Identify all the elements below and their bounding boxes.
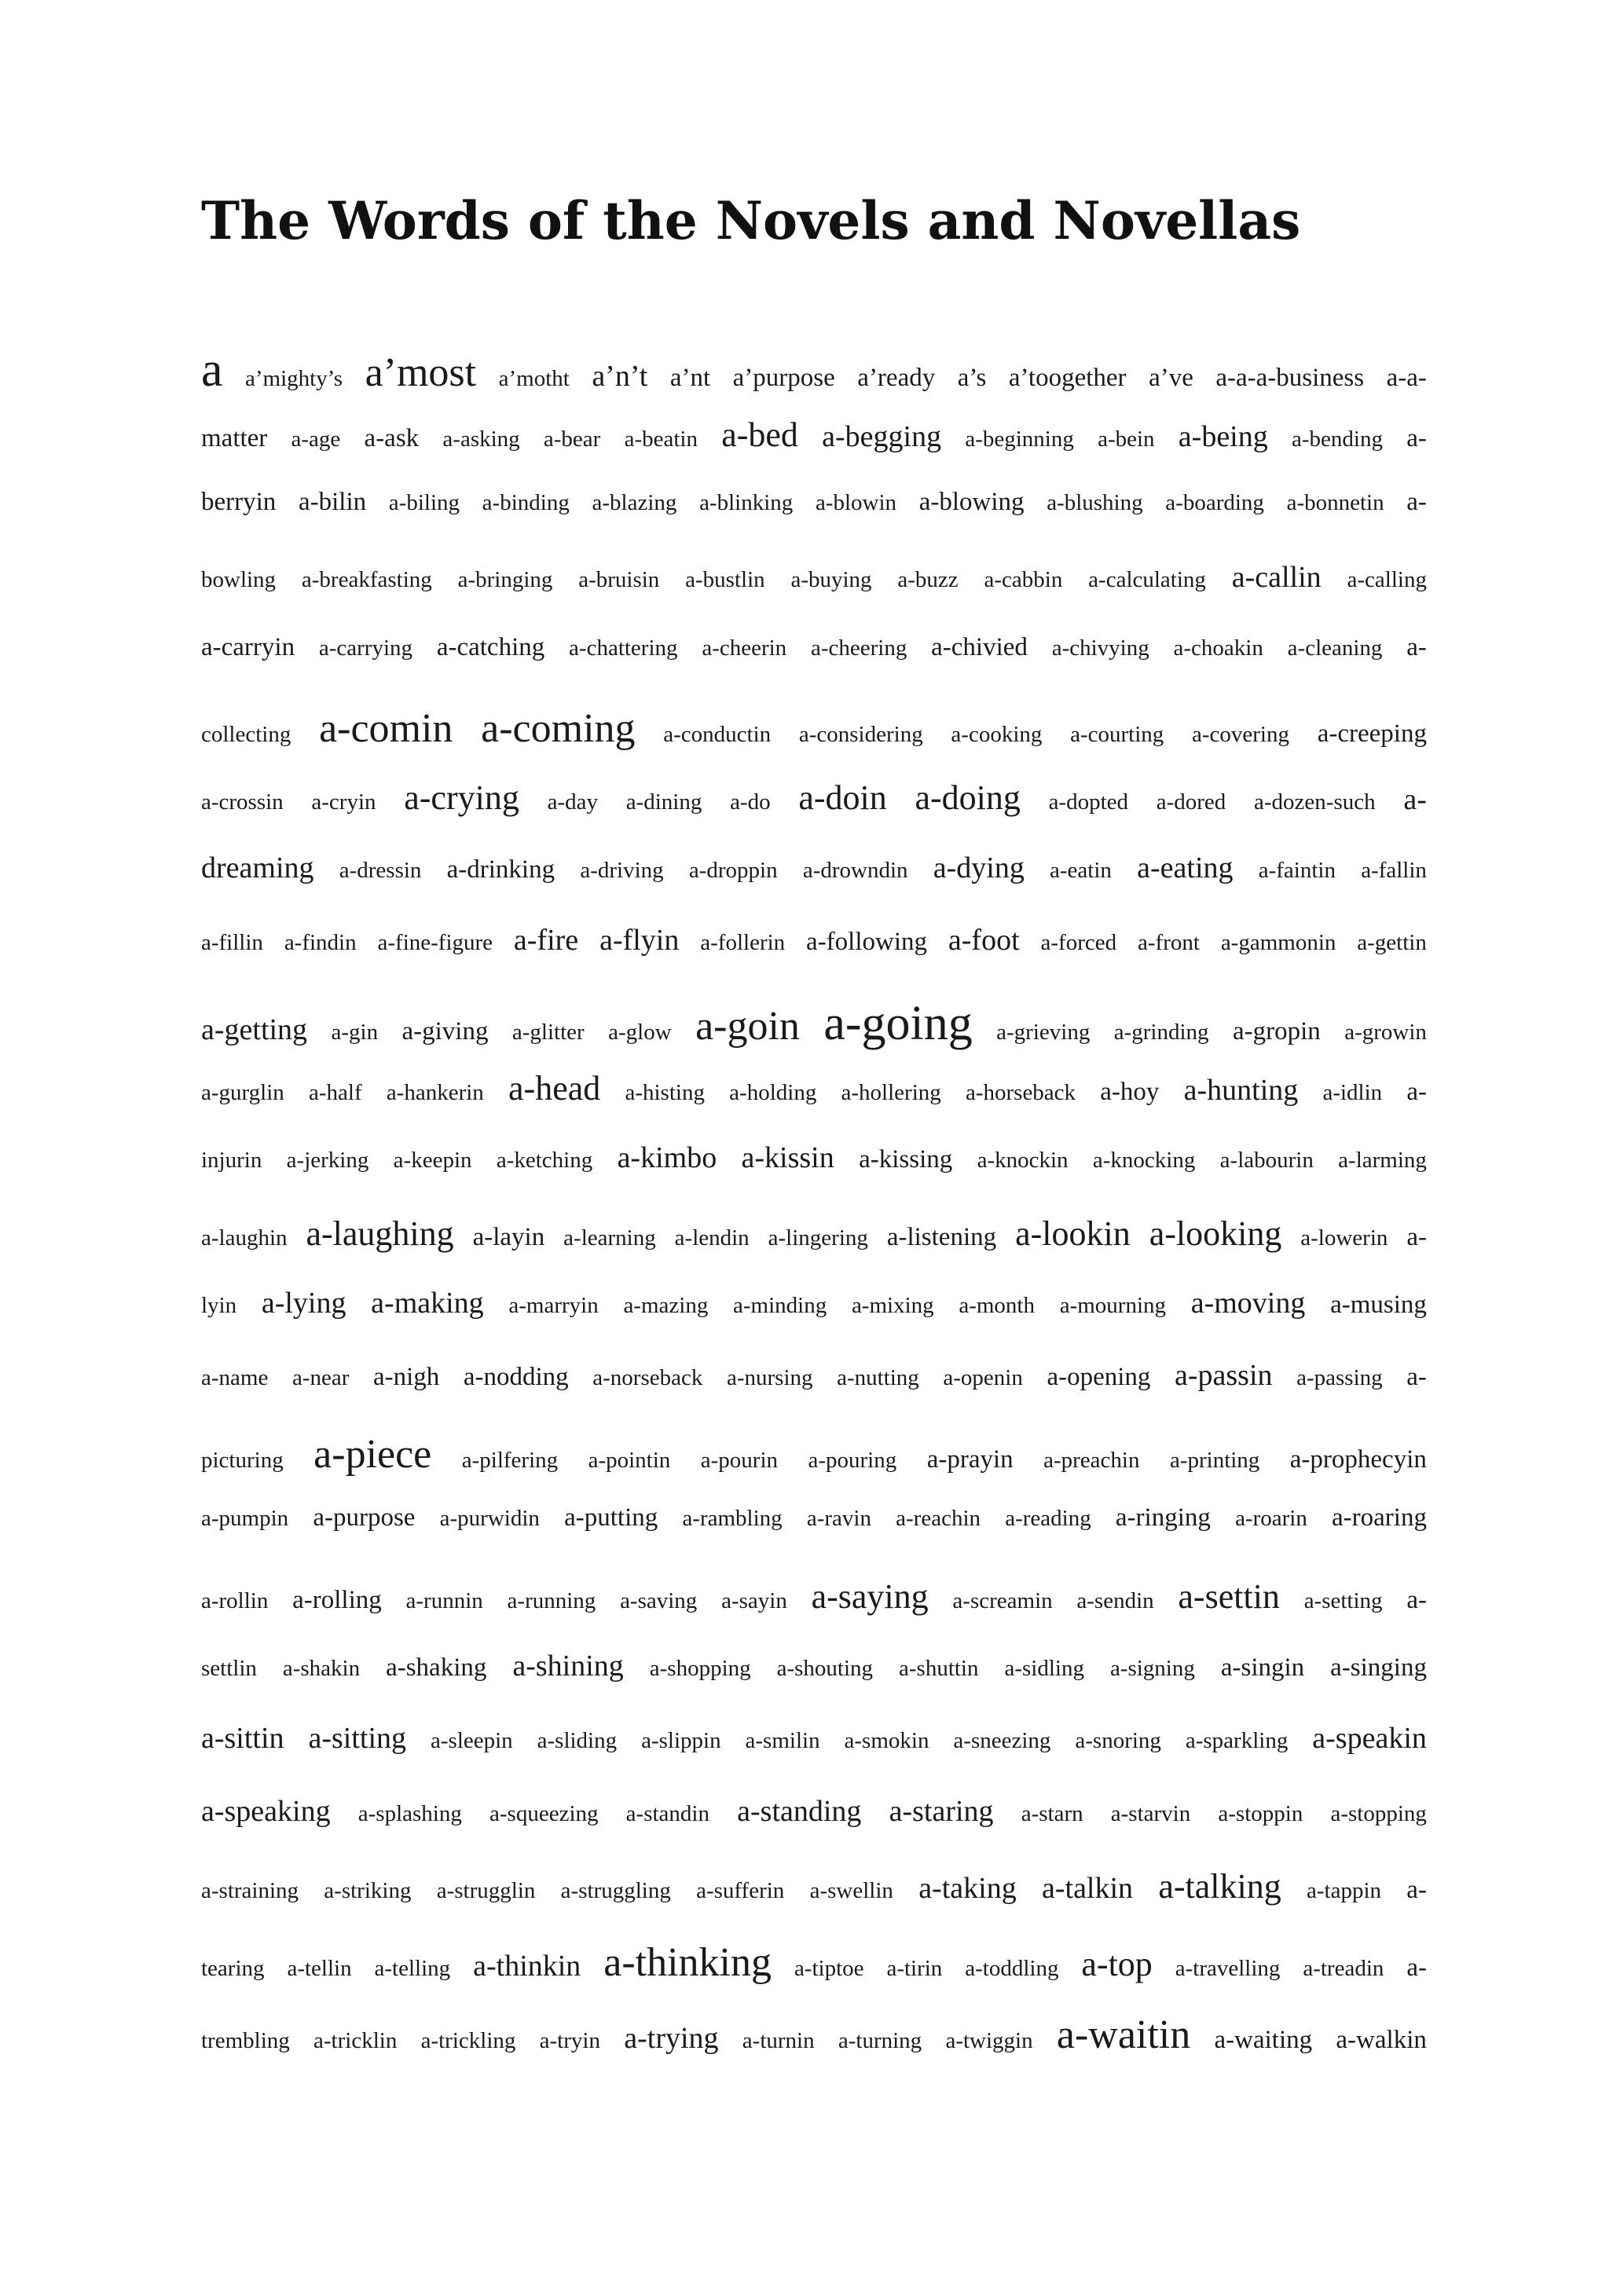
cloud-word: a-gin <box>331 1019 379 1045</box>
cloud-word: a-preachin <box>1043 1447 1140 1473</box>
cloud-word: a-shakin <box>282 1656 361 1682</box>
cloud-word: a-mazing <box>623 1293 709 1319</box>
cloud-word: a-reading <box>1005 1506 1091 1532</box>
cloud-word: a-blushing <box>1047 489 1143 515</box>
cloud-word: a-getting <box>201 1013 308 1046</box>
cloud-word: a-gettin <box>1357 930 1427 956</box>
cloud-word: a’ve <box>1149 364 1193 392</box>
cloud-word: a-lingering <box>768 1225 868 1251</box>
cloud-word: a-settin <box>1178 1576 1280 1616</box>
cloud-word: a-keepin <box>393 1148 472 1174</box>
cloud-word: a-treadin <box>1303 1955 1384 1981</box>
cloud-word: a-creeping <box>1317 719 1427 748</box>
cloud-word: a-droppin <box>688 857 778 883</box>
word-line <box>201 778 1427 850</box>
cloud-word: a-running <box>507 1587 596 1613</box>
cloud-word: a-looking <box>1149 1214 1282 1253</box>
cloud-word: a-cleaning <box>1287 635 1383 661</box>
cloud-word: a-staring <box>889 1794 994 1828</box>
cloud-word: a-stoppin <box>1218 1800 1303 1826</box>
cloud-word: a-tricklin <box>313 2027 398 2053</box>
cloud-word: a-pointin <box>588 1447 671 1473</box>
cloud-word: a-speaking <box>201 1794 331 1828</box>
cloud-word: a-rollin <box>201 1587 269 1613</box>
cloud-word: a-dressin <box>339 857 422 883</box>
cloud-word: a-cheerin <box>702 635 787 661</box>
cloud-word: a-dining <box>625 789 702 815</box>
cloud-word: a-roarin <box>1235 1506 1307 1532</box>
cloud-word: a-lookin <box>1015 1214 1131 1253</box>
cloud-word: a-dopted <box>1048 789 1129 815</box>
cloud-word: a’mighty’s <box>245 366 343 391</box>
word-line <box>201 1649 1427 1721</box>
cloud-word: a-driving <box>580 857 664 883</box>
cloud-word: a-opening <box>1047 1363 1151 1392</box>
cloud-word: a-buzz <box>897 567 959 593</box>
word-cloud <box>201 342 1427 2084</box>
cloud-word: a-pouring <box>808 1447 897 1473</box>
word-line <box>201 342 1427 415</box>
cloud-word: a’purpose <box>732 364 835 392</box>
cloud-word: a-waiting <box>1214 2025 1313 2054</box>
cloud-word: a-sliding <box>537 1728 618 1754</box>
cloud-word: a-drinking <box>446 855 555 884</box>
cloud-word: a-splashing <box>357 1800 462 1826</box>
cloud-word: a-rolling <box>292 1585 382 1614</box>
cloud-word: a-stopping <box>1330 1800 1427 1826</box>
cloud-word: a-bear <box>543 427 601 452</box>
cloud-word: a-turnin <box>742 2027 815 2053</box>
cloud-word: a’toogether <box>1008 364 1127 392</box>
cloud-word: a-being <box>1178 420 1268 454</box>
cloud-word: a-pumpin <box>201 1506 289 1532</box>
cloud-word: a-month <box>959 1293 1035 1319</box>
cloud-word: a-jerking <box>286 1148 369 1174</box>
cloud-word: a-blazing <box>592 489 677 515</box>
cloud-word: a-kissin <box>741 1141 834 1175</box>
cloud-word: a-lying <box>261 1287 346 1320</box>
cloud-word: a-gropin <box>1232 1016 1321 1045</box>
cloud-word: a-carryin <box>201 632 295 661</box>
cloud-word: a-carrying <box>318 635 413 661</box>
cloud-word: a-bustlin <box>685 567 765 593</box>
cloud-word: a-histing <box>625 1079 705 1105</box>
cloud-word: a-growin <box>1344 1019 1427 1045</box>
cloud-word: a-nigh <box>372 1363 440 1392</box>
cloud-word: a’ready <box>857 364 936 392</box>
cloud-word: a’most <box>365 350 477 395</box>
cloud-word: a-tappin <box>1307 1878 1382 1904</box>
cloud-word: a-pourin <box>700 1447 779 1473</box>
word-line <box>201 1503 1427 1576</box>
cloud-word: a-idlin <box>1322 1079 1383 1105</box>
cloud-word: a-marryin <box>508 1293 599 1319</box>
cloud-word: a-biling <box>388 489 460 515</box>
cloud-word: a-prayin <box>926 1445 1014 1474</box>
word-line <box>201 1939 1427 2012</box>
cloud-word: a-asking <box>442 427 520 452</box>
cloud-word: a-blowing <box>918 487 1025 516</box>
cloud-word: a-telling <box>374 1955 451 1981</box>
cloud-word: a-putting <box>564 1503 658 1532</box>
cloud-word: a-learning <box>563 1225 656 1251</box>
cloud-word: a-shopping <box>649 1656 751 1682</box>
word-line <box>201 560 1427 632</box>
word-line <box>201 851 1427 923</box>
cloud-word: a-reachin <box>896 1506 981 1532</box>
cloud-word: a-grieving <box>996 1019 1091 1045</box>
cloud-word: a- <box>1406 424 1427 453</box>
cloud-word: tearing <box>201 1955 265 1981</box>
cloud-word: a-thinking <box>603 1939 772 1985</box>
cloud-word: collecting <box>201 721 291 747</box>
cloud-word: a’nt <box>669 364 711 392</box>
cloud-word: a-layin <box>472 1222 545 1251</box>
cloud-word: a-do <box>730 789 771 815</box>
cloud-word: a-a- <box>1386 364 1427 392</box>
cloud-word: a-catching <box>436 632 545 661</box>
word-line <box>201 996 1427 1068</box>
cloud-word: a-gammonin <box>1220 930 1336 956</box>
cloud-word: a-snoring <box>1075 1728 1161 1754</box>
cloud-word: a-twiggin <box>945 2027 1033 2053</box>
cloud-word: a-sitting <box>308 1722 407 1756</box>
cloud-word: a-travelling <box>1175 1955 1281 1981</box>
cloud-word: a-smokin <box>844 1728 929 1754</box>
cloud-word: a-calculating <box>1088 567 1206 593</box>
cloud-word: a-covering <box>1192 721 1289 747</box>
cloud-word: a-musing <box>1330 1291 1427 1320</box>
cloud-word: a-head <box>508 1068 601 1108</box>
cloud-word: a-bilin <box>298 487 367 516</box>
cloud-word: a-a-a-business <box>1215 364 1365 392</box>
cloud-word: a- <box>1406 1077 1427 1106</box>
cloud-word: a-fillin <box>201 930 263 956</box>
cloud-word: a-fallin <box>1361 857 1427 883</box>
cloud-word: a-waitin <box>1056 2012 1191 2057</box>
cloud-word: a-trickling <box>420 2027 516 2053</box>
cloud-word: a-trying <box>624 2021 719 2055</box>
cloud-word: a-sayin <box>721 1587 787 1613</box>
cloud-word: a-comin <box>319 705 453 751</box>
cloud-word: a- <box>1406 1876 1427 1905</box>
cloud-word: a-beatin <box>624 427 698 452</box>
cloud-word: a-coming <box>481 705 636 751</box>
cloud-word: a-going <box>823 996 973 1050</box>
cloud-word: a-hoy <box>1100 1077 1160 1106</box>
cloud-word: a-hollering <box>841 1079 941 1105</box>
cloud-word: a-printing <box>1169 1447 1260 1473</box>
cloud-word: a-considering <box>798 721 923 747</box>
cloud-word: a-ringing <box>1115 1503 1211 1532</box>
cloud-word: a- <box>1406 487 1427 516</box>
cloud-word: a-name <box>201 1365 269 1391</box>
cloud-word: a-standing <box>737 1794 862 1828</box>
cloud-word: a-giving <box>401 1016 489 1045</box>
cloud-word: a-taking <box>918 1872 1017 1906</box>
cloud-word: a-slippin <box>641 1728 721 1754</box>
cloud-word: a-shaking <box>386 1653 487 1683</box>
cloud-word: a-bein <box>1098 427 1155 452</box>
cloud-word: a-bruisin <box>578 567 660 593</box>
cloud-word: a-nursing <box>726 1365 813 1391</box>
cloud-word: lyin <box>201 1293 237 1319</box>
cloud-word: a-glow <box>608 1019 672 1045</box>
cloud-word: a-holding <box>729 1079 817 1105</box>
cloud-word: a-fire <box>513 924 579 958</box>
cloud-word: a’n’t <box>592 360 648 393</box>
cloud-word: a-standin <box>625 1800 709 1826</box>
cloud-word: settlin <box>201 1656 257 1682</box>
cloud-word: a-passin <box>1175 1359 1273 1393</box>
cloud-word: a-sittin <box>201 1722 284 1756</box>
cloud-word: a-fine-figure <box>377 930 493 956</box>
cloud-word: a- <box>1406 1953 1427 1982</box>
cloud-word: a-thinkin <box>473 1949 581 1983</box>
cloud-word: a-horseback <box>965 1079 1076 1105</box>
cloud-word: a-mourning <box>1059 1293 1167 1319</box>
cloud-word: a-front <box>1138 930 1200 956</box>
cloud-word: a-shining <box>512 1650 624 1683</box>
cloud-word: a-squeezing <box>489 1800 599 1826</box>
cloud-word: a- <box>1406 632 1427 661</box>
cloud-word: a-callin <box>1231 561 1322 595</box>
cloud-word: a-rambling <box>682 1506 783 1532</box>
cloud-word: a-singing <box>1330 1653 1427 1683</box>
cloud-word: a-ask <box>364 424 420 453</box>
cloud-word: a-listening <box>886 1222 997 1251</box>
cloud-word: a-sleepin <box>431 1728 513 1754</box>
cloud-word: a-signing <box>1109 1656 1195 1682</box>
cloud-word: a-runnin <box>405 1587 483 1613</box>
cloud-word: a-pilfering <box>461 1447 559 1473</box>
cloud-word: a-laughing <box>306 1214 454 1253</box>
page-title: The Words of the Novels and Novellas <box>201 190 1301 251</box>
cloud-word: a-chivied <box>931 632 1028 661</box>
cloud-word: a-mixing <box>851 1293 934 1319</box>
cloud-word: a-striking <box>324 1878 412 1904</box>
cloud-word: a-half <box>308 1079 362 1105</box>
cloud-word: a-forced <box>1040 930 1117 956</box>
cloud-word: a-grinding <box>1113 1019 1209 1045</box>
cloud-word: a-calling <box>1347 567 1427 593</box>
cloud-word: a-dozen-such <box>1254 789 1376 815</box>
cloud-word: a- <box>1403 783 1427 817</box>
cloud-word: a-struggling <box>560 1878 671 1904</box>
cloud-word: a-bed <box>721 416 798 455</box>
cloud-word: a-strugglin <box>436 1878 536 1904</box>
cloud-word: a-buying <box>790 567 872 593</box>
word-line <box>201 1431 1427 1503</box>
cloud-word: a-bringing <box>457 567 553 593</box>
cloud-word: a-toddling <box>965 1955 1059 1981</box>
cloud-word: a-moving <box>1190 1287 1306 1320</box>
cloud-word: a-norseback <box>592 1365 703 1391</box>
word-line <box>201 1141 1427 1213</box>
cloud-word: a-begging <box>822 420 942 454</box>
cloud-word: a-glitter <box>511 1019 585 1045</box>
cloud-word: a-cooking <box>951 721 1043 747</box>
cloud-word: dreaming <box>201 851 314 884</box>
cloud-word: a-sidling <box>1004 1656 1084 1682</box>
cloud-word: a-talking <box>1158 1867 1281 1906</box>
cloud-word: a-faintin <box>1258 857 1336 883</box>
cloud-word: a-laughin <box>201 1225 288 1251</box>
cloud-word: a-shuttin <box>899 1656 979 1682</box>
cloud-word: a-crossin <box>201 789 284 815</box>
word-line <box>201 2012 1427 2084</box>
cloud-word: a-straining <box>201 1878 299 1904</box>
cloud-word: a-conductin <box>663 721 772 747</box>
cloud-word: a’s <box>957 364 987 392</box>
word-line <box>201 923 1427 995</box>
cloud-word: a-doing <box>915 778 1021 818</box>
cloud-word: a-saying <box>811 1576 929 1616</box>
cloud-word: a-prophecyin <box>1289 1445 1427 1474</box>
cloud-word: a-larming <box>1338 1148 1427 1174</box>
cloud-word: a-kimbo <box>617 1141 717 1175</box>
cloud-word: a-labourin <box>1219 1148 1314 1174</box>
word-line <box>201 633 1427 705</box>
cloud-word: a-talkin <box>1041 1872 1134 1906</box>
cloud-word: a-nutting <box>837 1365 919 1391</box>
cloud-word: a-sneezing <box>953 1728 1051 1754</box>
cloud-word: a- <box>1406 1222 1427 1251</box>
cloud-word: a-ketching <box>496 1148 593 1174</box>
cloud-word: bowling <box>201 567 277 593</box>
cloud-word: a-speakin <box>1312 1722 1427 1756</box>
cloud-word: a-day <box>547 789 598 815</box>
cloud-word: a-walkin <box>1336 2025 1427 2054</box>
cloud-word: a-binding <box>482 489 570 515</box>
cloud-word: a-setting <box>1303 1587 1383 1613</box>
cloud-word: a-hankerin <box>386 1079 484 1105</box>
cloud-word: a-blowin <box>815 489 897 515</box>
cloud-word: a-making <box>371 1287 484 1320</box>
cloud-word: a-gurglin <box>201 1079 284 1105</box>
word-line <box>201 1721 1427 1793</box>
word-line <box>201 1866 1427 1939</box>
cloud-word: a-bending <box>1291 427 1383 452</box>
cloud-word: a-bonnetin <box>1286 489 1384 515</box>
cloud-word: a-following <box>806 928 928 957</box>
cloud-word: a-starn <box>1021 1800 1083 1826</box>
cloud-word: a-knockin <box>977 1148 1069 1174</box>
cloud-word: a-dored <box>1156 789 1226 815</box>
cloud-word: a-sufferin <box>696 1878 785 1904</box>
cloud-word: matter <box>201 424 268 453</box>
cloud-word: a-chattering <box>569 635 678 661</box>
word-line <box>201 1286 1427 1358</box>
cloud-word: a-singin <box>1220 1653 1305 1683</box>
cloud-word: a-goin <box>695 1003 800 1049</box>
cloud-word: a-lendin <box>674 1225 750 1251</box>
cloud-word: a-chivying <box>1051 635 1149 661</box>
cloud-word: a’motht <box>498 366 570 391</box>
cloud-word: a-follerin <box>700 930 786 956</box>
cloud-word: a-boarding <box>1165 489 1264 515</box>
word-line <box>201 1358 1427 1430</box>
cloud-word: a-cryin <box>311 789 376 815</box>
cloud-word: a-foot <box>948 924 1020 958</box>
cloud-word: a-purpose <box>313 1503 416 1532</box>
cloud-word: a-openin <box>943 1365 1023 1391</box>
cloud-word: a-eating <box>1137 851 1234 884</box>
cloud-word: a-near <box>291 1365 350 1391</box>
cloud-word: a <box>201 343 223 397</box>
cloud-word: berryin <box>201 487 277 516</box>
cloud-word: a-starvin <box>1110 1800 1191 1826</box>
cloud-word: a-knocking <box>1092 1148 1196 1174</box>
cloud-word: a-eatin <box>1050 857 1112 883</box>
cloud-word: a-shouting <box>776 1656 874 1682</box>
cloud-word: a-kissing <box>859 1145 953 1174</box>
cloud-word: a-screamin <box>952 1587 1053 1613</box>
cloud-word: a-doin <box>798 778 887 818</box>
cloud-word: a- <box>1406 1585 1427 1614</box>
cloud-word: injurin <box>201 1148 262 1174</box>
word-line <box>201 488 1427 560</box>
cloud-word: picturing <box>201 1447 284 1473</box>
cloud-word: a-sendin <box>1076 1587 1154 1613</box>
cloud-word: a-purwidin <box>439 1506 540 1532</box>
cloud-word: a-courting <box>1070 721 1164 747</box>
cloud-word: a-breakfasting <box>301 567 432 593</box>
cloud-word: a- <box>1406 1363 1427 1392</box>
cloud-word: a-saving <box>620 1587 698 1613</box>
cloud-word: a-tryin <box>539 2027 600 2053</box>
cloud-word: a-beginning <box>965 427 1074 452</box>
cloud-word: a-dying <box>933 851 1025 884</box>
cloud-word: a-cabbin <box>984 567 1063 593</box>
cloud-word: a-minding <box>733 1293 827 1319</box>
cloud-word: a-roaring <box>1332 1503 1427 1532</box>
cloud-word: a-cheering <box>810 635 907 661</box>
cloud-word: a-turning <box>838 2027 922 2053</box>
cloud-word: a-choakin <box>1173 635 1263 661</box>
cloud-word: a-piece <box>313 1431 432 1477</box>
cloud-word: a-blinking <box>699 489 794 515</box>
cloud-word: a-hunting <box>1183 1073 1299 1107</box>
word-line <box>201 1068 1427 1141</box>
cloud-word: trembling <box>201 2027 290 2053</box>
word-line <box>201 1214 1427 1286</box>
cloud-word: a-passing <box>1296 1365 1383 1391</box>
cloud-word: a-drowndin <box>802 857 908 883</box>
cloud-word: a-tirin <box>886 1955 943 1981</box>
cloud-word: a-top <box>1081 1944 1153 1983</box>
cloud-word: a-crying <box>404 778 519 818</box>
cloud-word: a-nodding <box>463 1363 569 1392</box>
cloud-word: a-smilin <box>745 1728 820 1754</box>
cloud-word: a-ravin <box>806 1506 871 1532</box>
cloud-word: a-swellin <box>809 1878 893 1904</box>
word-line <box>201 415 1427 487</box>
word-line <box>201 1794 1427 1866</box>
cloud-word: a-tellin <box>287 1955 352 1981</box>
word-line <box>201 705 1427 778</box>
cloud-word: a-findin <box>284 930 357 956</box>
cloud-word: a-lowerin <box>1300 1225 1388 1251</box>
cloud-word: a-sparkling <box>1185 1728 1289 1754</box>
word-line <box>201 1576 1427 1649</box>
cloud-word: a-flyin <box>599 924 680 958</box>
cloud-word: a-age <box>291 427 341 452</box>
cloud-word: a-tiptoe <box>794 1955 864 1981</box>
